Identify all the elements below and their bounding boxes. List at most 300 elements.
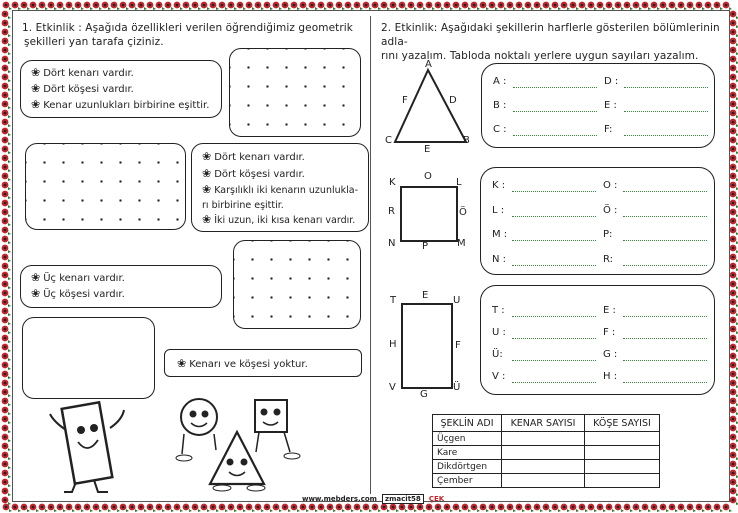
border-flower-icon (633, 2, 642, 10)
table-cell-sides-input[interactable] (502, 432, 585, 446)
answer-dotted-input[interactable] (623, 191, 707, 192)
border-flower-icon (615, 504, 624, 512)
border-flower-icon (453, 504, 462, 512)
labeled-square-figure (400, 186, 458, 242)
border-flower-icon (417, 2, 426, 10)
rectangle-property-3: ❀ Karşılıklı iki kenarın uzunlukla- (202, 183, 359, 196)
flower-bullet-icon: ❀ (202, 212, 212, 226)
border-flower-icon (516, 2, 525, 10)
border-flower-icon (2, 38, 11, 46)
rectangle-property-2: ❀ Dört köşesi vardır. (202, 166, 305, 180)
table-row (433, 460, 660, 474)
border-flower-icon (2, 182, 11, 190)
border-flower-icon (318, 2, 327, 10)
footer-site-link[interactable]: www.mebders.com (302, 495, 377, 503)
border-flower-icon (669, 504, 678, 512)
answer-label: A : (493, 76, 507, 87)
border-flower-icon (507, 504, 516, 512)
border-flower-icon (633, 504, 642, 512)
border-flower-icon (2, 119, 11, 127)
flower-bullet-icon: ❀ (31, 82, 41, 95)
answer-label: G : (603, 349, 618, 360)
border-flower-icon (730, 425, 738, 433)
border-flower-icon (730, 434, 738, 442)
rectangle-property-4: ❀ İki uzun, iki kısa kenarı vardır. (202, 212, 356, 226)
border-flower-icon (730, 263, 738, 271)
answer-dotted-input[interactable] (513, 135, 597, 136)
border-flower-icon (730, 479, 738, 487)
border-flower-icon (624, 504, 633, 512)
border-flower-icon (2, 227, 11, 235)
table-cell-sides-input[interactable] (502, 474, 585, 488)
border-flower-icon (730, 380, 738, 388)
square-answer-box (480, 167, 715, 275)
border-flower-icon (723, 2, 732, 10)
triangle-letter-b: B (463, 135, 470, 146)
border-flower-icon (2, 191, 11, 199)
column-divider (370, 16, 371, 494)
border-flower-icon (2, 281, 11, 289)
border-flower-icon (552, 2, 561, 10)
border-flower-icon (2, 11, 11, 19)
border-flower-icon (696, 2, 705, 10)
answer-label: R: (603, 253, 614, 265)
border-flower-icon (282, 2, 291, 10)
border-flower-icon (543, 2, 552, 10)
flower-bullet-icon: ❀ (31, 271, 41, 284)
answer-dotted-input[interactable] (513, 87, 597, 88)
border-flower-icon (2, 101, 11, 109)
border-flower-icon (730, 218, 738, 226)
border-flower-icon (2, 290, 11, 298)
border-flower-icon (687, 504, 696, 512)
border-flower-icon (498, 2, 507, 10)
border-flower-icon (111, 2, 120, 10)
shape-counts-table (432, 414, 660, 488)
border-flower-icon (730, 290, 738, 298)
border-flower-icon (138, 2, 147, 10)
activity1-title (22, 21, 353, 49)
border-flower-icon (714, 504, 723, 512)
border-flower-icon (2, 389, 11, 397)
square-letter-k: K (389, 177, 396, 188)
answer-dotted-input[interactable] (624, 111, 708, 112)
border-flower-icon (730, 407, 738, 415)
border-flower-icon (730, 173, 738, 181)
answer-dotted-input[interactable] (512, 316, 596, 317)
border-flower-icon (480, 2, 489, 10)
border-flower-icon (730, 353, 738, 361)
border-flower-icon (730, 92, 738, 100)
square-letter-m: M (457, 238, 466, 249)
border-flower-icon (2, 272, 11, 280)
border-flower-icon (2, 254, 11, 262)
border-flower-icon (714, 2, 723, 10)
answer-dotted-input[interactable] (623, 265, 707, 266)
border-flower-icon (534, 504, 543, 512)
border-flower-icon (730, 443, 738, 451)
border-flower-icon (597, 2, 606, 10)
border-flower-icon (730, 398, 738, 406)
border-flower-icon (624, 2, 633, 10)
border-flower-icon (730, 191, 738, 199)
border-flower-icon (516, 504, 525, 512)
border-flower-icon (2, 146, 11, 154)
border-flower-icon (2, 380, 11, 388)
border-flower-icon (57, 504, 66, 512)
border-flower-icon (2, 443, 11, 451)
dot-grid-rectangle-drawing[interactable] (25, 143, 186, 230)
border-flower-icon (2, 326, 11, 334)
border-flower-icon (84, 2, 93, 10)
shapes-characters-illustration (164, 392, 324, 494)
border-flower-icon (2, 155, 11, 163)
border-flower-icon (390, 2, 399, 10)
border-flower-icon (730, 317, 738, 325)
triangle-letter-d: D (449, 95, 457, 106)
flower-bullet-icon: ❀ (202, 166, 212, 180)
answer-dotted-input[interactable] (512, 338, 596, 339)
border-flower-icon (2, 344, 11, 352)
border-flower-icon (2, 398, 11, 406)
border-flower-icon (165, 2, 174, 10)
border-flower-icon (3, 504, 12, 512)
dot-grid-triangle-drawing[interactable] (233, 240, 361, 329)
rect-letter-f: F (455, 340, 461, 351)
answer-dotted-input[interactable] (512, 191, 596, 192)
border-flower-icon (444, 2, 453, 10)
border-flower-icon (138, 504, 147, 512)
answer-dotted-input[interactable] (512, 240, 596, 241)
border-flower-icon (2, 245, 11, 253)
border-flower-icon (730, 497, 738, 505)
border-flower-icon (606, 504, 615, 512)
answer-dotted-input[interactable] (512, 382, 596, 383)
border-flower-icon (2, 128, 11, 136)
answer-dotted-input[interactable] (512, 265, 596, 266)
border-flower-icon (705, 504, 714, 512)
border-flower-icon (730, 389, 738, 397)
border-flower-icon (471, 504, 480, 512)
answer-dotted-input[interactable] (623, 360, 707, 361)
border-flower-icon (678, 504, 687, 512)
border-flower-icon (462, 2, 471, 10)
border-flower-icon (21, 2, 30, 10)
border-flower-icon (246, 2, 255, 10)
square-letter-r: R (388, 206, 395, 217)
border-flower-icon (489, 504, 498, 512)
border-flower-icon (2, 488, 11, 496)
border-flower-icon (273, 504, 282, 512)
table-header-corner-count: KÖŞE SAYISI (585, 415, 660, 432)
table-row (433, 474, 660, 488)
border-flower-icon (2, 317, 11, 325)
border-flower-icon (66, 504, 75, 512)
square-letter-l: L (456, 177, 462, 188)
table-header-row (433, 415, 660, 432)
border-flower-icon (48, 504, 57, 512)
border-flower-icon (2, 29, 11, 37)
border-flower-icon (2, 308, 11, 316)
answer-label: E : (603, 305, 616, 316)
border-flower-icon (687, 2, 696, 10)
answer-label: Ö : (603, 204, 618, 216)
border-flower-icon (730, 236, 738, 244)
border-flower-icon (2, 137, 11, 145)
border-flower-icon (246, 504, 255, 512)
answer-dotted-input[interactable] (623, 382, 707, 383)
answer-label: E : (604, 100, 617, 111)
border-flower-icon (615, 2, 624, 10)
border-flower-icon (730, 281, 738, 289)
activity2-title-line2: rını yazalım. Tabloda noktalı yerlere uygun sayıları yazalım. (381, 50, 699, 62)
border-flower-icon (552, 504, 561, 512)
border-flower-icon (147, 2, 156, 10)
border-flower-icon (2, 92, 11, 100)
border-flower-icon (39, 2, 48, 10)
border-flower-icon (192, 504, 201, 512)
border-flower-icon (606, 2, 615, 10)
answer-label: D : (604, 76, 619, 87)
answer-label: L : (492, 204, 505, 216)
rectangle-character-illustration (36, 400, 136, 495)
border-flower-icon (723, 504, 732, 512)
table-cell-corners-input[interactable] (585, 460, 660, 474)
border-flower-icon (219, 2, 228, 10)
table-cell-sides-input[interactable] (502, 446, 585, 460)
flower-bullet-icon: ❀ (177, 357, 187, 370)
border-flower-icon (730, 137, 738, 145)
border-flower-icon (2, 335, 11, 343)
border-flower-icon (730, 119, 738, 127)
border-flower-icon (588, 2, 597, 10)
rect-letter-v: V (389, 382, 396, 393)
flower-bullet-icon: ❀ (31, 98, 41, 111)
table-cell-sides-input[interactable] (502, 460, 585, 474)
answer-dotted-input[interactable] (512, 360, 596, 361)
activity2-title-line1: 2. Etkinlik: Aşağıdaki şekillerin harflerle gösterilen bölümlerinin adla- (381, 22, 720, 48)
answer-label: O : (603, 180, 618, 191)
answer-label: B : (493, 100, 507, 111)
border-flower-icon (730, 254, 738, 262)
border-flower-icon (730, 488, 738, 496)
triangle-description-box (20, 265, 222, 308)
border-flower-icon (730, 74, 738, 82)
table-cell-shape: Kare (433, 446, 502, 460)
dot-grid-square-drawing[interactable] (229, 48, 361, 137)
border-flower-icon (730, 128, 738, 136)
border-flower-icon (111, 504, 120, 512)
border-flower-icon (30, 504, 39, 512)
border-flower-icon (3, 2, 12, 10)
border-flower-icon (730, 209, 738, 217)
border-flower-icon (84, 504, 93, 512)
footer-brand (302, 486, 444, 505)
answer-dotted-input[interactable] (512, 216, 596, 217)
border-flower-icon (525, 504, 534, 512)
answer-label: Ü: (492, 349, 503, 360)
table-cell-corners-input[interactable] (585, 474, 660, 488)
border-flower-icon (282, 504, 291, 512)
border-flower-icon (435, 2, 444, 10)
border-flower-icon (255, 2, 264, 10)
answer-label: V : (492, 371, 506, 382)
table-cell-shape: Üçgen (433, 432, 502, 446)
rect-letter-e: E (422, 290, 429, 301)
border-flower-icon (498, 504, 507, 512)
table-cell-shape: Dikdörtgen (433, 460, 502, 474)
answer-dotted-input[interactable] (623, 216, 707, 217)
square-description-box (20, 60, 222, 118)
border-flower-icon (730, 245, 738, 253)
table-cell-corners-input[interactable] (585, 432, 660, 446)
border-flower-icon (2, 236, 11, 244)
border-flower-icon (147, 504, 156, 512)
border-flower-icon (730, 110, 738, 118)
flower-bullet-icon: ❀ (202, 183, 212, 196)
border-flower-icon (165, 504, 174, 512)
table-header-side-count: KENAR SAYISI (502, 415, 585, 432)
border-flower-icon (174, 504, 183, 512)
border-flower-icon (730, 362, 738, 370)
border-flower-icon (219, 504, 228, 512)
border-flower-icon (2, 299, 11, 307)
border-flower-icon (201, 504, 210, 512)
border-flower-icon (730, 146, 738, 154)
activity1-title-line1: 1. Etkinlik : Aşağıda özellikleri verilen öğrendiğimiz geometrik (22, 22, 353, 34)
border-flower-icon (2, 479, 11, 487)
border-flower-icon (48, 2, 57, 10)
triangle-letter-e: E (424, 144, 431, 155)
answer-label: M : (492, 229, 508, 240)
border-flower-icon (12, 504, 21, 512)
answer-dotted-input[interactable] (624, 135, 708, 136)
border-flower-icon (2, 209, 11, 217)
border-flower-icon (2, 452, 11, 460)
border-flower-icon (730, 83, 738, 91)
answer-label: N : (492, 253, 507, 265)
border-flower-icon (2, 218, 11, 226)
border-flower-icon (381, 2, 390, 10)
triangle-letter-f: F (402, 95, 408, 106)
border-flower-icon (730, 11, 738, 19)
border-flower-icon (730, 470, 738, 478)
border-flower-icon (730, 101, 738, 109)
footer-logo: ÇEK (428, 495, 445, 503)
border-flower-icon (669, 2, 678, 10)
border-flower-icon (75, 504, 84, 512)
border-flower-icon (730, 371, 738, 379)
border-flower-icon (264, 2, 273, 10)
square-letter-p: P (422, 241, 429, 252)
table-row (433, 446, 660, 460)
border-flower-icon (507, 2, 516, 10)
answer-dotted-input[interactable] (623, 316, 707, 317)
border-flower-icon (730, 452, 738, 460)
border-flower-icon (2, 407, 11, 415)
border-flower-icon (534, 2, 543, 10)
border-flower-icon (2, 263, 11, 271)
border-flower-icon (730, 200, 738, 208)
rectangle-description-box (191, 143, 369, 232)
border-flower-icon (93, 2, 102, 10)
answer-dotted-input[interactable] (623, 240, 707, 241)
triangle-property-2: ❀ Üç köşesi vardır. (31, 287, 125, 300)
rect-letter-t: T (390, 295, 397, 306)
table-cell-shape: Çember (433, 474, 502, 488)
rectangle-answer-box (480, 285, 715, 395)
border-flower-icon (579, 2, 588, 10)
border-flower-icon (678, 2, 687, 10)
rectangle-property-1: ❀ Dört kenarı vardır. (202, 150, 305, 163)
rect-letter-g: G (420, 389, 428, 400)
border-flower-icon (730, 65, 738, 73)
border-flower-icon (57, 2, 66, 10)
border-flower-icon (120, 504, 129, 512)
border-flower-icon (2, 56, 11, 64)
border-flower-icon (730, 335, 738, 343)
border-flower-icon (336, 2, 345, 10)
border-flower-icon (183, 504, 192, 512)
circle-drawing-area[interactable] (22, 317, 155, 399)
border-flower-icon (354, 2, 363, 10)
border-flower-icon (2, 371, 11, 379)
border-flower-icon (543, 504, 552, 512)
answer-dotted-input[interactable] (624, 87, 708, 88)
border-flower-icon (75, 2, 84, 10)
border-flower-icon (120, 2, 129, 10)
answer-dotted-input[interactable] (513, 111, 597, 112)
answer-label: F : (603, 327, 616, 338)
square-letter-o-umlaut: Ö (459, 207, 467, 218)
border-flower-icon (471, 2, 480, 10)
border-flower-icon (300, 2, 309, 10)
labeled-rectangle-figure (401, 303, 453, 389)
border-flower-icon (660, 504, 669, 512)
answer-label: P: (603, 229, 613, 240)
border-flower-icon (462, 504, 471, 512)
flower-bullet-icon: ❀ (31, 287, 41, 300)
border-flower-icon (651, 504, 660, 512)
border-flower-icon (210, 2, 219, 10)
border-flower-icon (156, 504, 165, 512)
border-flower-icon (570, 504, 579, 512)
border-flower-icon (696, 504, 705, 512)
border-flower-icon (489, 2, 498, 10)
border-flower-icon (2, 47, 11, 55)
flower-bullet-icon: ❀ (202, 150, 212, 163)
square-property-1: ❀ Dört kenarı vardır. (31, 66, 134, 79)
triangle-property-1: ❀ Üç kenarı vardır. (31, 271, 125, 284)
border-flower-icon (102, 2, 111, 10)
border-flower-icon (480, 504, 489, 512)
border-flower-icon (345, 2, 354, 10)
border-flower-icon (651, 2, 660, 10)
rect-letter-h: H (389, 339, 397, 350)
border-flower-icon (408, 2, 417, 10)
border-flower-icon (201, 2, 210, 10)
border-flower-icon (588, 504, 597, 512)
border-flower-icon (660, 2, 669, 10)
border-flower-icon (579, 504, 588, 512)
border-flower-icon (730, 416, 738, 424)
table-cell-corners-input[interactable] (585, 446, 660, 460)
border-flower-icon (93, 504, 102, 512)
border-flower-icon (730, 164, 738, 172)
square-property-3: ❀ Kenar uzunlukları birbirine eşittir. (31, 98, 210, 111)
answer-dotted-input[interactable] (623, 338, 707, 339)
border-flower-icon (156, 2, 165, 10)
